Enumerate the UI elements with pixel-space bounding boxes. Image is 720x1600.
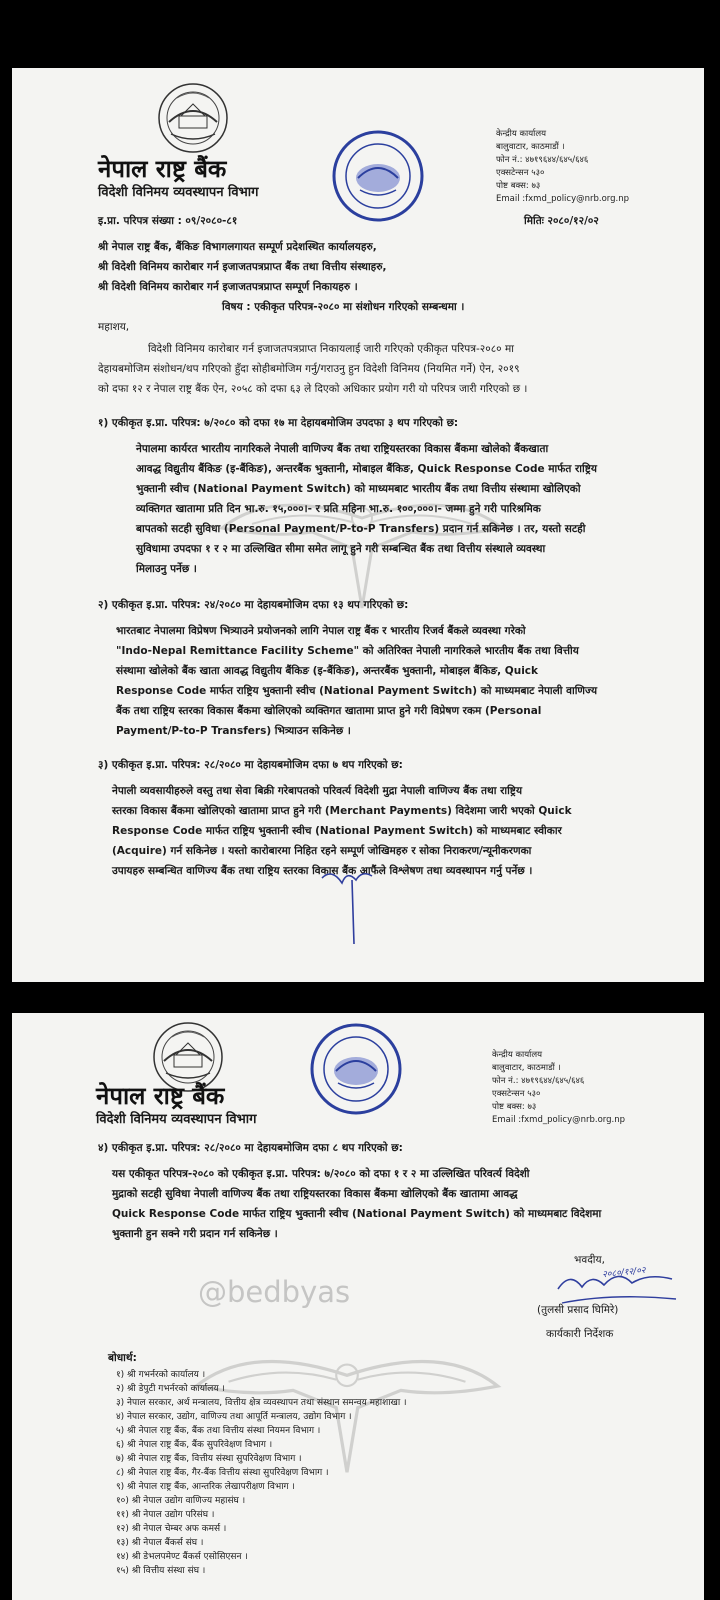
section-2-line: Payment/P-to-P Transfers) भित्र्याउन सकिनेछ ।	[116, 725, 351, 737]
address-line: केन्द्रीय कार्यालय	[496, 129, 547, 139]
address-line: फोन नं.: ४७१९६४४/६४५/६४६	[492, 1076, 585, 1086]
cc-item: ४) नेपाल सरकार, उद्योग, वाणिज्य तथा आपूर्ति मन्त्रालय, उद्योग विभाग ।	[116, 1412, 352, 1422]
nrb-emblem-logo	[157, 82, 229, 154]
intro-line: देहायबमोजिम संशोधन/थप गरिएको हुँदा सोहीबमोजिम गर्नु/गराउनु हुन विदेशी विनिमय (नियमित गर्ने) ऐन, २०१९	[98, 363, 520, 375]
signer-title: कार्यकारी निर्देशक	[546, 1328, 614, 1340]
section-3-line: नेपाली व्यवसायीहरुले वस्तु तथा सेवा बिक्री गरेबापतको परिवर्त्य विदेशी मुद्रा नेपाली वाणिज्य बैंक तथा राष्ट्रिय	[112, 785, 523, 797]
signer-name: (तुलसी प्रसाद घिमिरे)	[537, 1304, 619, 1316]
handwritten-initial-signature	[312, 858, 392, 948]
section-2-heading: २) एकीकृत इ.प्रा. परिपत्र: २४/२०८० मा देहायबमोजिम दफा १३ थप गरिएको छ:	[98, 599, 409, 611]
section-2-line: संस्थामा खोलेको बैंक खाता आवद्ध विद्युतीय बैंकिङ (इ-बैंकिङ), अन्तरबैंक भुक्तानी, मोबाइल बैंकिङ, Quick	[116, 665, 539, 677]
section-3-line: स्तरका विकास बैंकमा खोलिएको खातामा प्राप्त हुने गरी (Merchant Payments) विदेशमा जारी भएको Quick	[112, 805, 572, 817]
recipient-line: श्री विदेशी विनिमय कारोबार गर्न इजाजतपत्रप्राप्त बैंक तथा वित्तीय संस्थाहरु,	[98, 261, 387, 273]
section-3-heading: ३) एकीकृत इ.प्रा. परिपत्र: २८/२०८० मा देहायबमोजिम दफा ७ थप गरिएको छ:	[98, 759, 403, 771]
cc-item: ५) श्री नेपाल राष्ट्र बैंक, बैंक तथा वित्तीय संस्था नियमन विभाग ।	[116, 1426, 321, 1436]
circular-date: मितिः २०८०/१२/०२	[524, 215, 599, 227]
section-4-heading: ४) एकीकृत इ.प्रा. परिपत्र: २८/२०८० मा देहायबमोजिम दफा ८ थप गरिएको छ:	[98, 1142, 403, 1154]
section-4-line: मुद्राको सटही सुविधा नेपाली वाणिज्य बैंक तथा राष्ट्रियस्तरका विकास बैंकमा खोलिएको बैंक खातामा आवद्ध	[112, 1188, 518, 1200]
office-address	[496, 128, 629, 206]
official-seal-stamp	[308, 1021, 404, 1117]
section-1-line: आवद्ध विद्युतीय बैंकिङ (इ-बैंकिङ), अन्तरबैंक भुक्तानी, मोबाइल बैंकिङ, Quick Response Code मार्फत राष्ट्रिय	[136, 463, 597, 475]
official-seal-stamp	[330, 128, 426, 224]
email-line: Email :fxmd_policy@nrb.org.np	[492, 1115, 626, 1125]
cc-item: १२) श्री नेपाल चेम्बर अफ कमर्स ।	[116, 1524, 227, 1534]
cc-item: ९) श्री नेपाल राष्ट्र बैंक, आन्तरिक लेखापरीक्षण विभाग ।	[116, 1482, 295, 1492]
section-4-line: Quick Response Code मार्फत राष्ट्रिय भुक्तानी स्वीच (National Payment Switch) को माध्यमबाट विदेशमा	[112, 1208, 602, 1220]
section-3-line: Response Code मार्फत राष्ट्रिय भुक्तानी स्वीच (National Payment Switch) को माध्यमबाट स्वीकार	[112, 825, 562, 837]
document-page-1	[12, 68, 704, 982]
intro-line: को दफा १२ र नेपाल राष्ट्र बैंक ऐन, २०५८ को दफा ६३ ले दिएको अधिकार प्रयोग गरी यो परिपत्र जारी गरिएको छ ।	[98, 383, 528, 395]
bank-name: नेपाल राष्ट्र बैंक	[96, 1082, 225, 1110]
cc-item: १५) श्री वित्तीय संस्था संघ ।	[116, 1566, 206, 1576]
section-1-heading: १) एकीकृत इ.प्रा. परिपत्र: ७/२०८० को दफा १७ मा देहायबमोजिम उपदफा ३ थप गरिएको छ:	[98, 417, 459, 429]
section-3-line: उपायहरु सम्बन्धित वाणिज्य बैंक तथा राष्ट्रिय स्तरका विकास बैंक आफैंले विश्लेषण तथा व्यवस्थापन गर्नु पर्नेछ ।	[112, 865, 533, 877]
circular-ref-number: इ.प्रा. परिपत्र संख्या : ०९/२०८०-८१	[98, 215, 238, 227]
section-2-line: भारतबाट नेपालमा विप्रेषण भित्र्याउने प्रयोजनको लागि नेपाल राष्ट्र बैंक र भारतीय रिजर्व बैंकले व्यवस्था गरेको	[116, 625, 526, 637]
signature-date: २०८०/१२/०२	[601, 1265, 647, 1281]
recipient-line: श्री नेपाल राष्ट्र बैंक, बैंकिङ विभागलगायत सम्पूर्ण प्रदेशस्थित कार्यालयहरु,	[98, 241, 377, 253]
section-1-line: सुविधामा उपदफा १ र २ मा उल्लिखित सीमा समेत लागू हुने गरी सम्बन्धित बैंक तथा वित्तीय संस्थाले व्यवस्था	[136, 543, 546, 555]
cc-item: ७) श्री नेपाल राष्ट्र बैंक, वित्तीय संस्था सुपरिवेक्षण विभाग ।	[116, 1454, 302, 1464]
cc-item: १०) श्री नेपाल उद्योग वाणिज्य महासंघ ।	[116, 1496, 246, 1506]
address-line: पोष्ट बक्स: ७३	[492, 1102, 537, 1112]
section-1-line: नेपालमा कार्यरत भारतीय नागरिकले नेपाली वाणिज्य बैंक तथा राष्ट्रियस्तरका विकास बैंकमा खोलेको बैंकखाता	[136, 443, 549, 455]
section-1-line: बापतको सटही सुविधा (Personal Payment/P-to-P Transfers) प्रदान गर्न सकिनेछ । तर, यस्तो सटही	[136, 523, 586, 535]
address-line: बालुवाटार, काठमाडौं ।	[492, 1063, 561, 1073]
section-2-line: बैंक तथा राष्ट्रिय स्तरका विकास बैंकमा खोलिएको व्यक्तिगत खातामा प्राप्त हुने गरी विप्रेषण रकम (Personal	[116, 705, 542, 717]
section-1-line: भुक्तानी स्वीच (National Payment Switch) को माध्यमबाट भारतीय बैंक तथा वित्तीय संस्थामा खोलिएको	[136, 483, 581, 495]
cc-item: ३) नेपाल सरकार, अर्थ मन्त्रालय, वित्तीय क्षेत्र व्यवस्थापन तथा संस्थान समन्वय महाशाखा ।	[116, 1398, 407, 1408]
cc-item: १४) श्री डेभलपमेण्ट बैंकर्स एसोसिएसन ।	[116, 1552, 248, 1562]
section-2-line: "Indo-Nepal Remittance Facility Scheme" को अतिरिक्त नेपाली नागरिकले भारतीय बैंक तथा वित्तीय	[116, 645, 579, 657]
section-1-line: व्यक्तिगत खातामा प्रति दिन भा.रु. १५,०००।- र प्रति महिना भा.रु. १००,०००।- जम्मा हुने गरी पारिश्रमिक	[136, 503, 541, 515]
department-name: विदेशी विनिमय व्यवस्थापन विभाग	[96, 1112, 257, 1127]
cc-item: ६) श्री नेपाल राष्ट्र बैंक, बैंक सुपरिवेक्षण विभाग ।	[116, 1440, 273, 1450]
cc-item: ८) श्री नेपाल राष्ट्र बैंक, गैर-बैंक वित्तीय संस्था सुपरिवेक्षण विभाग ।	[116, 1468, 329, 1478]
address-line: बालुवाटार, काठमाडौं ।	[496, 142, 565, 152]
overlay-watermark-text: @bedbyas	[198, 1275, 351, 1309]
cc-label: बोधार्थ:	[108, 1352, 137, 1364]
address-line: एक्सटेन्सन ५३०	[496, 168, 545, 178]
document-page-2	[12, 1013, 704, 1600]
address-line: पोष्ट बक्स: ७३	[496, 181, 541, 191]
email-line: Email :fxmd_policy@nrb.org.np	[496, 194, 630, 204]
subject-line: विषय : एकीकृत परिपत्र-२०८० मा संशोधन गरिएको सम्बन्धमा ।	[222, 301, 465, 313]
section-4-line: यस एकीकृत परिपत्र-२०८० को एकीकृत इ.प्रा. परिपत्र: ७/२०८० को दफा १ र २ मा उल्लिखित परिवर्त्य विदेशी	[112, 1168, 530, 1180]
salutation: महाशय,	[98, 321, 130, 333]
bank-name: नेपाल राष्ट्र बैंक	[98, 155, 227, 183]
address-line: एक्सटेन्सन ५३०	[492, 1089, 541, 1099]
cc-item: ११) श्री नेपाल उद्योग परिसंघ ।	[116, 1510, 215, 1520]
cc-item: २) श्री डेपुटी गभर्नरको कार्यालय ।	[116, 1384, 225, 1394]
address-line: केन्द्रीय कार्यालय	[492, 1050, 543, 1060]
section-3-line: (Acquire) गर्न सकिनेछ । यस्तो कारोबारमा निहित रहने सम्पूर्ण जोखिमहरु र सोका निराकरण/न्यूनीकरणका	[112, 845, 532, 857]
address-line: फोन नं.: ४७१९६४४/६४५/६४६	[496, 155, 589, 165]
recipient-line: श्री विदेशी विनिमय कारोबार गर्न इजाजतपत्रप्राप्त सम्पूर्ण निकायहरु ।	[98, 281, 358, 293]
closing-salutation: भवदीय,	[574, 1254, 605, 1266]
section-4-line: भुक्तानी हुन सक्ने गरी प्रदान गर्न सकिनेछ ।	[112, 1228, 278, 1240]
cc-item: १) श्री गभर्नरको कार्यालय ।	[116, 1370, 206, 1380]
intro-line: विदेशी विनिमय कारोबार गर्न इजाजतपत्रप्राप्त निकायलाई जारी गरिएको एकीकृत परिपत्र-२०८० मा	[148, 343, 514, 355]
office-address	[492, 1049, 625, 1127]
section-2-line: Response Code मार्फत राष्ट्रिय भुक्तानी स्वीच (National Payment Switch) को माध्यमबाट नेपाली वाणिज्य	[116, 685, 598, 697]
section-1-line: मिलाउनु पर्नेछ ।	[136, 563, 197, 575]
cc-item: १३) श्री नेपाल बैंकर्स संघ ।	[116, 1538, 204, 1548]
department-name: विदेशी विनिमय व्यवस्थापन विभाग	[98, 185, 259, 200]
